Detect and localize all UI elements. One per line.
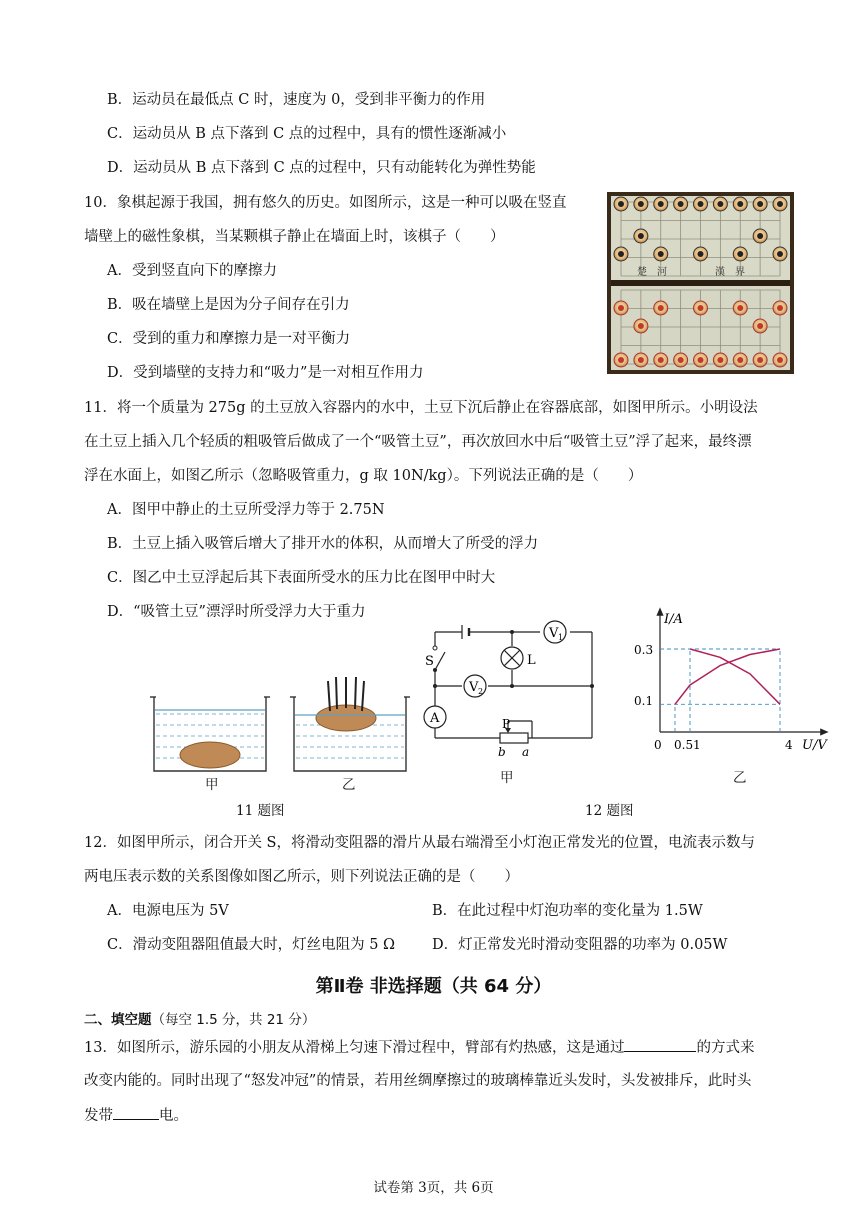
q12-circuit-diagram [420, 618, 605, 768]
x-axis-label: U/V [802, 738, 827, 753]
q13-line3-text-a: 发带 [84, 1108, 113, 1124]
q13-line1 [84, 1037, 754, 1058]
q11-fig-caption: 11 题图 [236, 803, 285, 819]
q13-blank-2[interactable] [113, 1105, 159, 1120]
q10-option-a: A．受到竖直向下的摩擦力 [107, 263, 277, 279]
q11-stem-line2: 在土豆上插入几个轻质的粗吸管后做成了一个“吸管土豆”，再次放回水中后“吸管土豆”浮了起来，最终漂 [84, 434, 752, 450]
page-footer: 试卷第 3页，共 6页 [373, 1180, 494, 1196]
switch-label: S [425, 654, 434, 669]
q11-beaker-figure [150, 675, 420, 795]
lamp-label: L [527, 653, 536, 668]
q12-graph-label-yi: 乙 [733, 770, 747, 786]
q12-stem-line2: 两电压表示数的关系图像如图乙所示，则下列说法正确的是（ ） [84, 869, 519, 885]
x-tick-1: 1 [693, 738, 701, 752]
q9-option-b: B．运动员在最低点 C 时，速度为 0，受到非平衡力的作用 [107, 92, 486, 108]
q12-fig-caption: 12 题图 [585, 803, 634, 819]
q13-line3 [84, 1105, 188, 1126]
v2-sub: 2 [478, 687, 484, 696]
q10-stem-line2: 墙壁上的磁性象棋，当某颗棋子静止在墙面上时，该棋子（ ） [84, 229, 505, 245]
q11-option-d: D．“吸管土豆”漂浮时所受浮力大于重力 [107, 604, 366, 620]
q11-fig-label-jia: 甲 [205, 777, 219, 793]
q12-stem-line1: 12．如图甲所示，闭合开关 S，将滑动变阻器的滑片从最右端滑至小灯泡正常发光的位置，电流表示数与 [84, 835, 755, 851]
potato-yi [316, 705, 376, 731]
section2-note: （每空 1.5 分，共 21 分） [151, 1012, 316, 1028]
q12-iu-graph [630, 606, 830, 756]
beaker-yi [290, 677, 410, 771]
q12-option-d: D．灯正常发光时滑动变阻器的功率为 0.05W [432, 937, 728, 953]
q12-circuit-label-jia: 甲 [500, 770, 514, 786]
q12-option-a: A．电源电压为 5V [107, 903, 229, 919]
origin-label: 0 [654, 738, 662, 752]
magnetic-chess-board-image [607, 192, 794, 374]
part2-title: 第Ⅱ卷 非选择题（共 64 分） [315, 976, 552, 997]
q13-line3-text-b: 电。 [159, 1108, 188, 1124]
slider-label: P [502, 717, 511, 731]
q11-stem-line3: 浮在水面上，如图乙所示（忽略吸管重力，g 取 10N/kg）。下列说法正确的是（ ） [84, 468, 643, 484]
q13-blank-1[interactable] [624, 1037, 696, 1052]
y-tick-0-3: 0.3 [634, 643, 654, 657]
section2-heading [84, 1008, 315, 1028]
x-tick-0-5: 0.5 [674, 738, 694, 752]
section2-title: 二、填空题 [84, 1012, 152, 1028]
board-text-chuhe: 楚 河 [637, 267, 667, 278]
beaker-jia [150, 697, 270, 771]
q13-line2: 改变内能的。同时出现了“怒发冲冠”的情景，若用丝绸摩擦过的玻璃棒靠近头发时，头发被排斥，此时头 [84, 1073, 752, 1089]
ammeter-label: A [430, 711, 440, 726]
q10-option-b: B．吸在墙壁上是因为分子间存在引力 [107, 297, 350, 313]
q10-option-c: C．受到的重力和摩擦力是一对平衡力 [107, 331, 351, 347]
y-axis-label: I/A [664, 612, 683, 627]
potato-jia [180, 742, 240, 768]
q11-option-b: B．土豆上插入吸管后增大了排开水的体积，从而增大了所受的浮力 [107, 536, 539, 552]
q12-option-b: B．在此过程中灯泡功率的变化量为 1.5W [432, 903, 703, 919]
q11-stem-line1: 11．将一个质量为 275g 的土豆放入容器内的水中，土豆下沉后静止在容器底部，如图甲所示。小明设法 [84, 400, 758, 416]
q13-line1-text-b: 的方式来 [696, 1040, 755, 1056]
q11-option-c: C．图乙中土豆浮起后其下表面所受水的压力比在图甲中时大 [107, 570, 496, 586]
iu-curve-1 [675, 649, 780, 704]
board-text-hanjie: 漢 界 [715, 267, 745, 278]
q12-option-c: C．滑动变阻器阻值最大时，灯丝电阻为 5 Ω [107, 937, 396, 953]
y-tick-0-1: 0.1 [634, 694, 654, 708]
x-tick-4: 4 [785, 738, 793, 752]
q11-fig-label-yi: 乙 [342, 777, 356, 793]
q11-option-a: A．图甲中静止的土豆所受浮力等于 2.75N [107, 502, 385, 518]
v1-label: V [549, 626, 559, 641]
rheostat-end-b: b [498, 745, 506, 759]
rheostat-end-a: a [522, 745, 530, 759]
q9-option-c: C．运动员从 B 点下落到 C 点的过程中，具有的惯性逐渐减小 [107, 126, 507, 142]
q10-stem-line1: 10．象棋起源于我国，拥有悠久的历史。如图所示，这是一种可以吸在竖直 [84, 195, 567, 211]
q9-option-d: D．运动员从 B 点下落到 C 点的过程中，只有动能转化为弹性势能 [107, 160, 536, 176]
q10-option-d: D．受到墙壁的支持力和“吸力”是一对相互作用力 [107, 365, 424, 381]
v2-label: V [469, 680, 479, 695]
v1-sub: 1 [558, 633, 564, 642]
q13-line1-text-a: 13．如图所示，游乐园的小朋友从滑梯上匀速下滑过程中，臂部有灼热感，这是通过 [84, 1040, 625, 1056]
